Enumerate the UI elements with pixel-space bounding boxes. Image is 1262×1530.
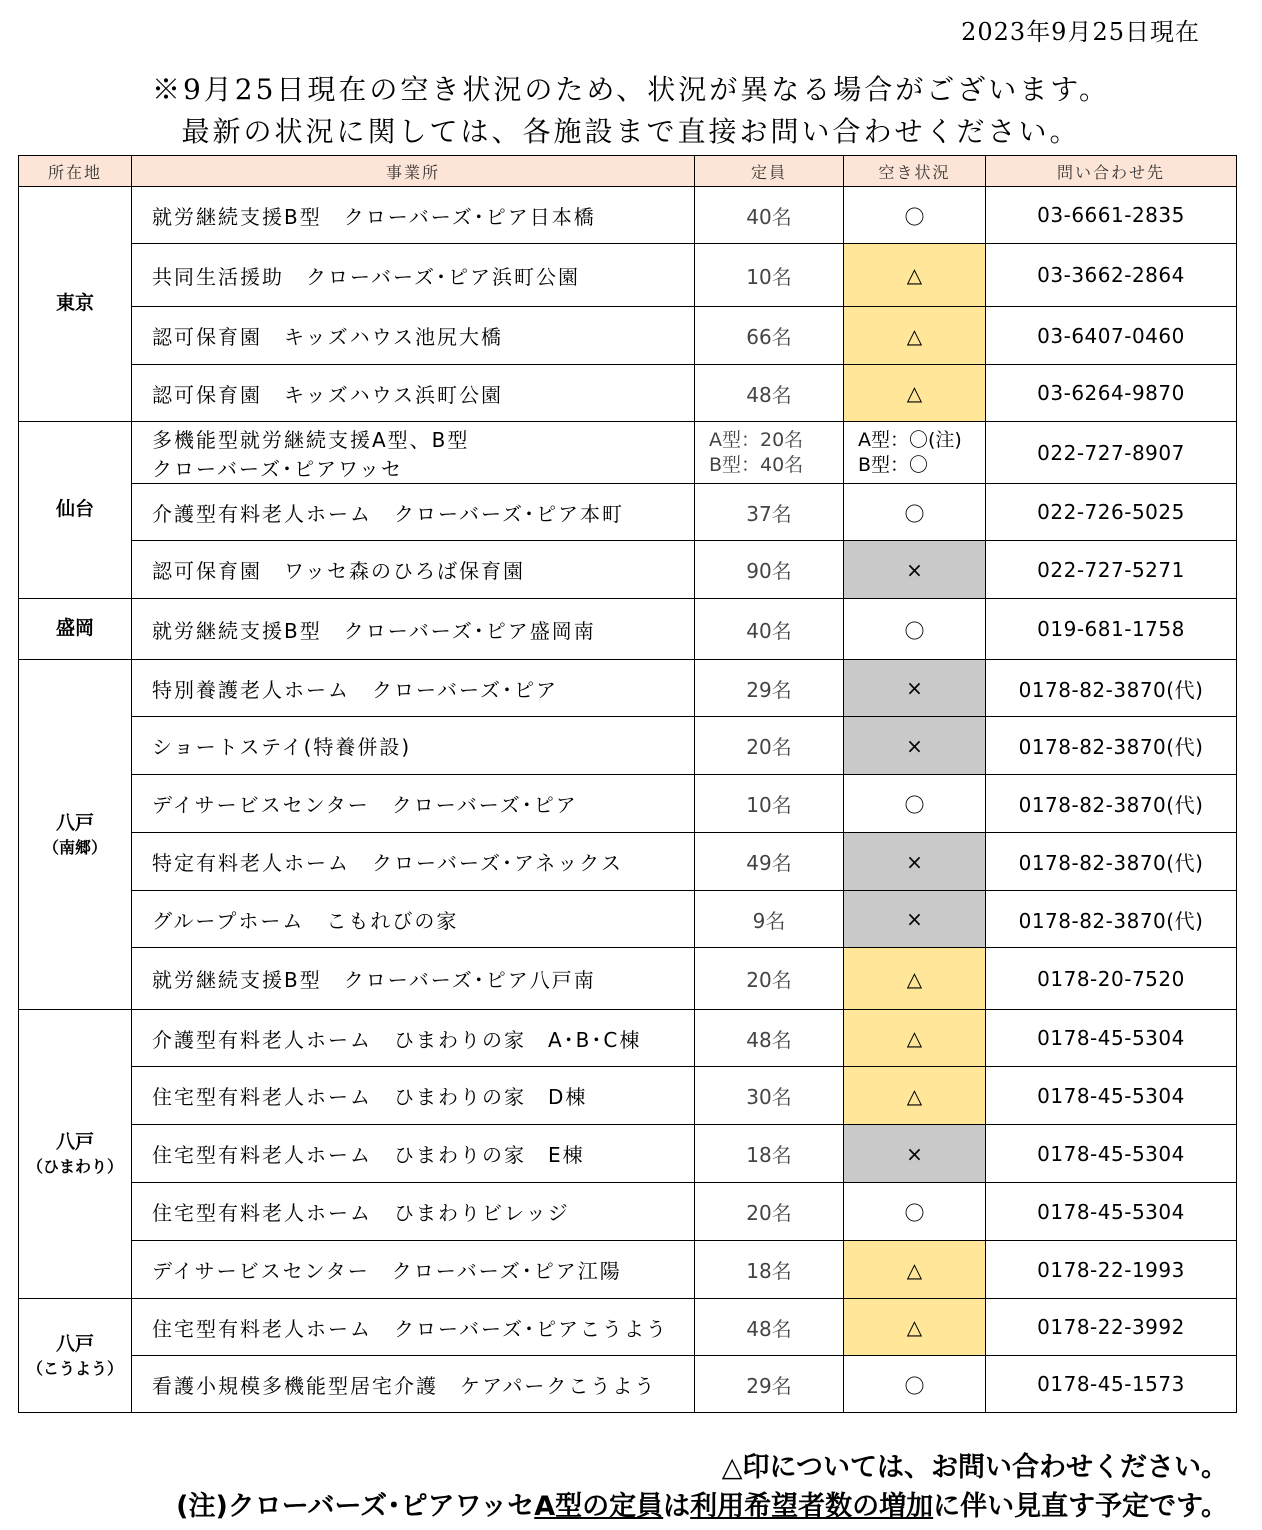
capacity-cell: 29名 — [695, 1356, 844, 1413]
footer-note-2-suffix: に伴い見直す予定です。 — [933, 1491, 1228, 1522]
location-cell — [19, 187, 132, 422]
facility-cell-line: 多機能型就労継続支援A型、B型 — [152, 427, 470, 452]
capacity-cell: 9名 — [695, 891, 844, 948]
footer-note-2-underline-2: 利用希望者数の増加 — [690, 1491, 934, 1522]
capacity-cell: 37名 — [695, 484, 844, 541]
facility-cell — [132, 422, 695, 484]
facility-cell: 住宅型有料老人ホーム ひまわりビレッジ — [132, 1183, 695, 1241]
vacancy-cell: △ — [844, 244, 986, 307]
contact-cell: 0178-82-3870(代) — [986, 833, 1237, 891]
facility-cell: 住宅型有料老人ホーム ひまわりの家 E棟 — [132, 1125, 695, 1183]
capacity-cell: 18名 — [695, 1125, 844, 1183]
table-row — [19, 775, 1237, 833]
table-row — [19, 1241, 1237, 1299]
contact-cell: 03-6661-2835 — [986, 187, 1237, 244]
facility-cell: 就労継続支援B型 クローバーズ･ピア八戸南 — [132, 948, 695, 1010]
capacity-cell: 10名 — [695, 775, 844, 833]
facility-cell: 特定有料老人ホーム クローバーズ･アネックス — [132, 833, 695, 891]
location-name: 盛岡 — [55, 617, 94, 640]
contact-cell: 03-3662-2864 — [986, 244, 1237, 307]
facility-cell: 共同生活援助 クローバーズ･ピア浜町公園 — [132, 244, 695, 307]
capacity-cell-line: A型：20名 — [709, 428, 804, 451]
vacancy-cell: 〇 — [844, 775, 986, 833]
location-name: 八戸 — [55, 1332, 94, 1355]
contact-cell: 0178-82-3870(代) — [986, 891, 1237, 948]
capacity-cell: 30名 — [695, 1067, 844, 1125]
location-cell — [19, 1010, 132, 1299]
header-location: 所在地 — [19, 156, 132, 187]
contact-cell: 0178-45-5304 — [986, 1010, 1237, 1067]
vacancy-cell: △ — [844, 1299, 986, 1356]
facility-cell: 就労継続支援B型 クローバーズ･ピア盛岡南 — [132, 599, 695, 660]
contact-cell: 022-726-5025 — [986, 484, 1237, 541]
contact-cell: 0178-22-1993 — [986, 1241, 1237, 1299]
notice-line-1: ※9月25日現在の空き状況のため、状況が異なる場合がございます。 — [151, 73, 1111, 106]
location-cell — [19, 660, 132, 1010]
capacity-cell: 48名 — [695, 365, 844, 422]
footer-note-1: △印については、お問い合わせください。 — [721, 1452, 1228, 1483]
location-cell — [19, 1299, 132, 1413]
vacancy-cell: △ — [844, 365, 986, 422]
table-row — [19, 307, 1237, 365]
capacity-cell — [695, 422, 844, 484]
vacancy-cell: △ — [844, 307, 986, 365]
contact-cell: 0178-45-5304 — [986, 1183, 1237, 1241]
location-cell — [19, 599, 132, 660]
vacancy-table — [18, 155, 1237, 1413]
table-row — [19, 187, 1237, 244]
vacancy-cell: × — [844, 1125, 986, 1183]
vacancy-cell: 〇 — [844, 1183, 986, 1241]
table-row — [19, 599, 1237, 660]
as-of-date: 2023年9月25日現在 — [961, 18, 1200, 46]
vacancy-cell: × — [844, 541, 986, 599]
facility-cell: デイサービスセンター クローバーズ･ピア — [132, 775, 695, 833]
table-row — [19, 1183, 1237, 1241]
facility-cell: 認可保育園 ワッセ森のひろば保育園 — [132, 541, 695, 599]
contact-cell: 03-6407-0460 — [986, 307, 1237, 365]
location-name: 仙台 — [55, 498, 94, 521]
table-row — [19, 948, 1237, 1010]
facility-cell: 住宅型有料老人ホーム ひまわりの家 D棟 — [132, 1067, 695, 1125]
table-row — [19, 833, 1237, 891]
vacancy-cell: × — [844, 833, 986, 891]
footer-note-2 — [176, 1484, 1228, 1523]
facility-cell-line: クローバーズ･ピアワッセ — [152, 456, 403, 481]
table-row — [19, 1010, 1237, 1067]
footer-note-2-underline-1: A型の定員 — [534, 1491, 664, 1522]
table-row — [19, 660, 1237, 717]
contact-cell: 0178-45-5304 — [986, 1067, 1237, 1125]
vacancy-cell: △ — [844, 1241, 986, 1299]
contact-cell: 0178-82-3870(代) — [986, 775, 1237, 833]
location-name: 八戸 — [55, 1131, 94, 1154]
vacancy-cell: △ — [844, 1067, 986, 1125]
header-contact: 問い合わせ先 — [986, 156, 1237, 187]
facility-cell: 住宅型有料老人ホーム クローバーズ･ピアこうよう — [132, 1299, 695, 1356]
vacancy-cell: △ — [844, 1010, 986, 1067]
vacancy-cell: △ — [844, 948, 986, 1010]
capacity-cell: 10名 — [695, 244, 844, 307]
location-sub: （ひまわり） — [26, 1157, 123, 1177]
table-row — [19, 1125, 1237, 1183]
capacity-cell: 40名 — [695, 187, 844, 244]
table-row — [19, 422, 1237, 484]
capacity-cell: 20名 — [695, 1183, 844, 1241]
table-body — [19, 187, 1237, 1413]
table-header-row — [19, 156, 1237, 187]
footer-note-2-mid: は — [663, 1491, 691, 1522]
capacity-cell: 48名 — [695, 1010, 844, 1067]
header-vacancy: 空き状況 — [844, 156, 986, 187]
notice-line-2: 最新の状況に関しては、各施設まで直接お問い合わせください。 — [181, 115, 1081, 148]
table-row — [19, 1067, 1237, 1125]
contact-cell: 0178-20-7520 — [986, 948, 1237, 1010]
vacancy-cell: 〇 — [844, 484, 986, 541]
capacity-cell: 48名 — [695, 1299, 844, 1356]
capacity-cell: 18名 — [695, 1241, 844, 1299]
facility-cell: 介護型有料老人ホーム クローバーズ･ピア本町 — [132, 484, 695, 541]
contact-cell: 019-681-1758 — [986, 599, 1237, 660]
header-capacity: 定員 — [695, 156, 844, 187]
vacancy-cell: × — [844, 717, 986, 775]
location-name: 東京 — [55, 292, 94, 315]
vacancy-cell-line: B型：〇 — [858, 453, 929, 476]
vacancy-cell: × — [844, 660, 986, 717]
table-row — [19, 484, 1237, 541]
capacity-cell: 20名 — [695, 948, 844, 1010]
contact-cell: 0178-45-1573 — [986, 1356, 1237, 1413]
contact-cell: 03-6264-9870 — [986, 365, 1237, 422]
vacancy-cell: × — [844, 891, 986, 948]
table-row — [19, 891, 1237, 948]
facility-cell: 介護型有料老人ホーム ひまわりの家 A･B･C棟 — [132, 1010, 695, 1067]
facility-cell: 看護小規模多機能型居宅介護 ケアパークこうよう — [132, 1356, 695, 1413]
facility-cell: 認可保育園 キッズハウス浜町公園 — [132, 365, 695, 422]
contact-cell: 0178-22-3992 — [986, 1299, 1237, 1356]
contact-cell: 022-727-8907 — [986, 422, 1237, 484]
capacity-cell: 90名 — [695, 541, 844, 599]
table-row — [19, 541, 1237, 599]
vacancy-cell-line: A型：〇(注) — [858, 428, 962, 451]
contact-cell: 022-727-5271 — [986, 541, 1237, 599]
location-cell — [19, 422, 132, 599]
vacancy-cell: 〇 — [844, 187, 986, 244]
table-row — [19, 717, 1237, 775]
table-row — [19, 1299, 1237, 1356]
location-sub: （南郷） — [42, 837, 107, 857]
capacity-cell: 49名 — [695, 833, 844, 891]
location-sub: （こうよう） — [26, 1358, 123, 1378]
contact-cell: 0178-82-3870(代) — [986, 660, 1237, 717]
contact-cell: 0178-82-3870(代) — [986, 717, 1237, 775]
header-facility: 事業所 — [132, 156, 695, 187]
vacancy-cell — [844, 422, 986, 484]
capacity-cell: 29名 — [695, 660, 844, 717]
table-row — [19, 365, 1237, 422]
capacity-cell: 66名 — [695, 307, 844, 365]
facility-cell: 認可保育園 キッズハウス池尻大橋 — [132, 307, 695, 365]
facility-cell: 特別養護老人ホーム クローバーズ･ピア — [132, 660, 695, 717]
table-row — [19, 244, 1237, 307]
facility-cell: ショートステイ(特養併設) — [132, 717, 695, 775]
location-name: 八戸 — [55, 811, 94, 834]
contact-cell: 0178-45-5304 — [986, 1125, 1237, 1183]
footer-note-2-prefix: (注)クローバーズ･ピアワッセ — [176, 1491, 535, 1522]
facility-cell: グループホーム こもれびの家 — [132, 891, 695, 948]
capacity-cell-line: B型：40名 — [709, 453, 804, 476]
table-row — [19, 1356, 1237, 1413]
vacancy-cell: 〇 — [844, 1356, 986, 1413]
vacancy-cell: 〇 — [844, 599, 986, 660]
capacity-cell: 40名 — [695, 599, 844, 660]
facility-cell: デイサービスセンター クローバーズ･ピア江陽 — [132, 1241, 695, 1299]
facility-cell: 就労継続支援B型 クローバーズ･ピア日本橋 — [132, 187, 695, 244]
capacity-cell: 20名 — [695, 717, 844, 775]
